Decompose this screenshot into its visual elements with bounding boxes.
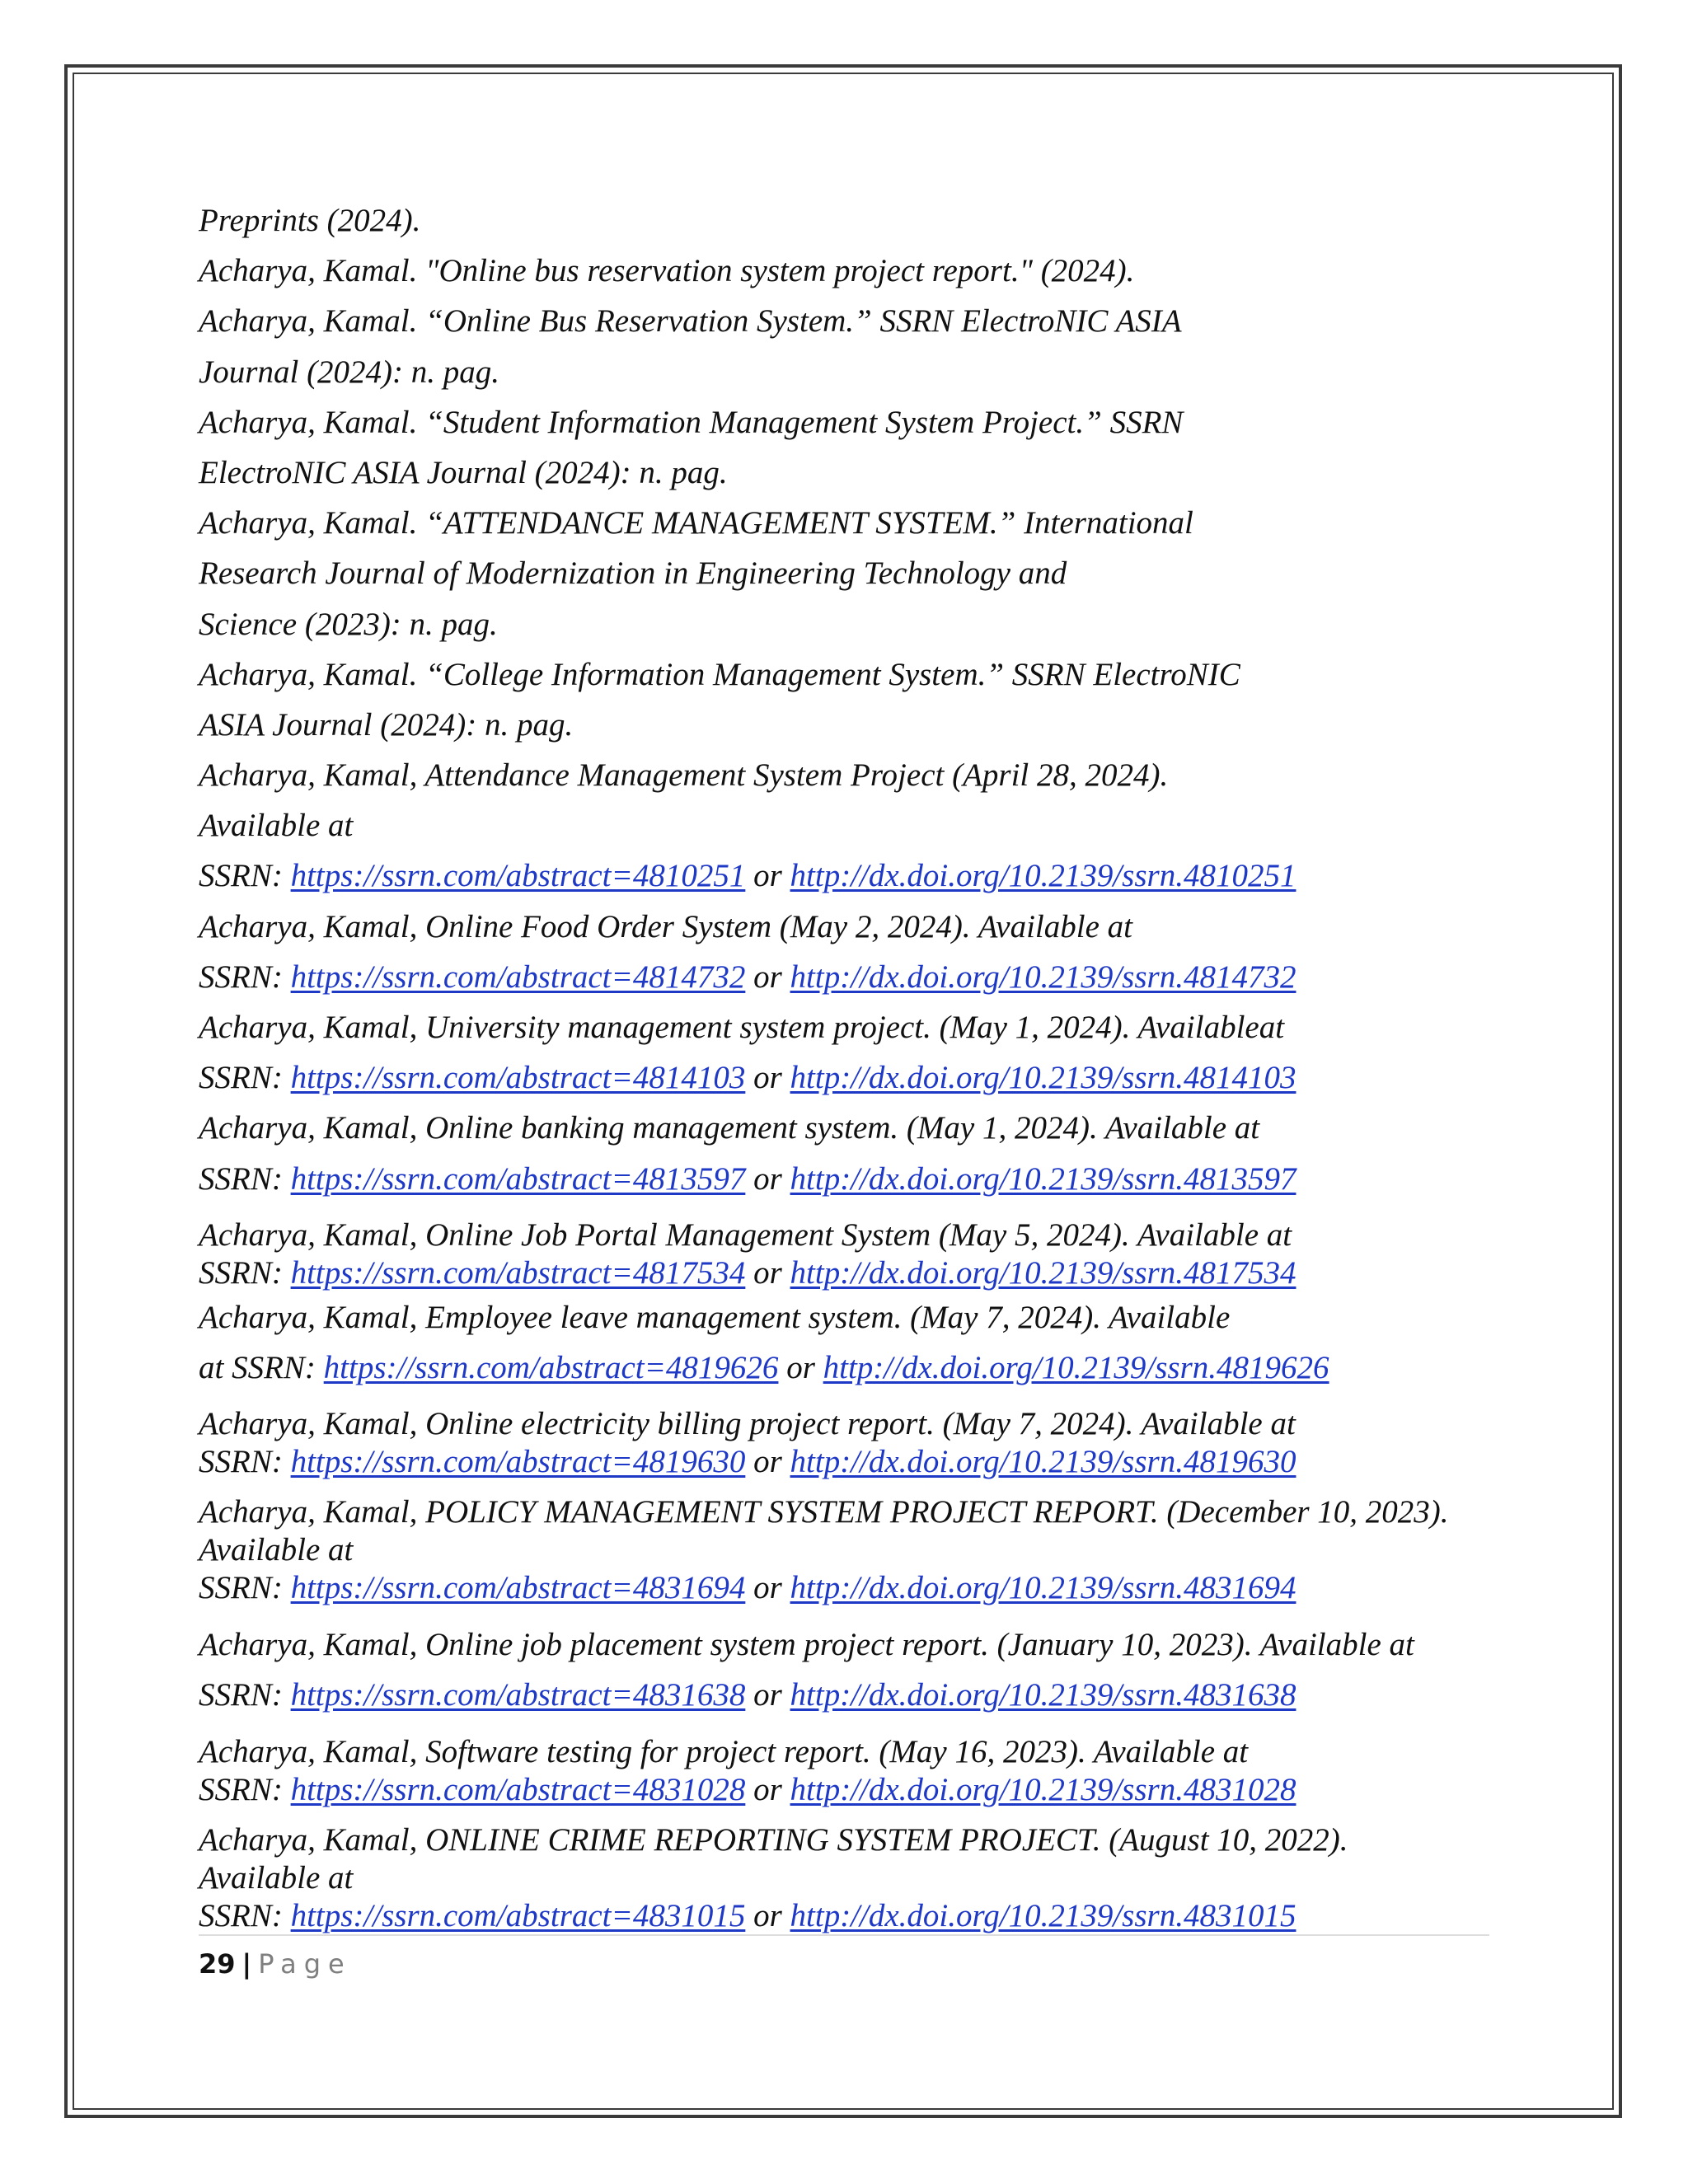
ssrn-prefix: SSRN: — [199, 1060, 283, 1096]
ssrn-line — [199, 952, 1517, 1002]
or-label: or — [753, 1677, 782, 1713]
ssrn-line — [199, 1897, 1517, 1935]
reference-line: Acharya, Kamal. “Student Information Management System Project.” SSRN — [199, 404, 1184, 440]
ssrn-link[interactable]: https://ssrn.com/abstract=4831028 — [290, 1771, 746, 1807]
reference-line: Acharya, Kamal, Online job placement system project report. (January 10, 2023). Available at — [199, 1627, 1414, 1663]
ssrn-line — [199, 1343, 1517, 1393]
reference-line: Acharya, Kamal, Employee leave management system. (May 7, 2024). Available — [199, 1299, 1231, 1335]
reference-line: Acharya, Kamal, ONLINE CRIME REPORTING SYSTEM PROJECT. (August 10, 2022). — [199, 1821, 1348, 1858]
reference-line: Science (2023): n. pag. — [199, 606, 498, 642]
doi-link[interactable]: http://dx.doi.org/10.2139/ssrn.4819626 — [823, 1349, 1329, 1385]
reference-line: Acharya, Kamal. “ATTENDANCE MANAGEMENT SYSTEM.” International — [199, 505, 1193, 541]
reference-line: Acharya, Kamal, Online electricity billing project report. (May 7, 2024). Available at — [199, 1406, 1296, 1442]
reference-line: Acharya, Kamal. "Online bus reservation system project report." (2024). — [199, 253, 1135, 289]
ssrn-line — [199, 1254, 1517, 1292]
ssrn-line — [199, 1569, 1517, 1607]
reference-line: Acharya, Kamal, Online Food Order System (May 2, 2024). Available at — [199, 908, 1132, 944]
reference-line: Acharya, Kamal, University management system project. (May 1, 2024). Availableat — [199, 1010, 1285, 1045]
ssrn-link[interactable]: https://ssrn.com/abstract=4810251 — [290, 858, 746, 894]
reference-line: Acharya, Kamal, Attendance Management System Project (April 28, 2024). — [199, 757, 1169, 794]
reference-line: Acharya, Kamal, Software testing for project report. (May 16, 2023). Available at — [199, 1733, 1249, 1769]
ssrn-prefix: SSRN: — [199, 958, 283, 995]
or-label: or — [753, 1160, 782, 1197]
ssrn-prefix: SSRN: — [199, 1444, 283, 1480]
ssrn-prefix: SSRN: — [199, 1160, 283, 1197]
ssrn-prefix: SSRN: — [199, 1254, 283, 1291]
page-label: Page — [258, 1948, 352, 1980]
or-label: or — [753, 1254, 782, 1291]
or-label: or — [753, 1060, 782, 1096]
doi-link[interactable]: http://dx.doi.org/10.2139/ssrn.4831694 — [790, 1570, 1296, 1606]
doi-link[interactable]: http://dx.doi.org/10.2139/ssrn.4814732 — [790, 958, 1296, 995]
ssrn-prefix: SSRN: — [199, 858, 283, 894]
ssrn-prefix: SSRN: — [199, 1897, 283, 1933]
page-footer — [199, 1943, 352, 1985]
or-label: or — [753, 1444, 782, 1480]
ssrn-line — [199, 1154, 1517, 1204]
ssrn-link[interactable]: https://ssrn.com/abstract=4831638 — [290, 1677, 746, 1713]
ssrn-link[interactable]: https://ssrn.com/abstract=4831015 — [290, 1897, 746, 1933]
reference-line: Acharya, Kamal, Online Job Portal Management System (May 5, 2024). Available at — [199, 1216, 1292, 1253]
or-label: or — [753, 1570, 782, 1606]
ssrn-prefix: at SSRN: — [199, 1349, 316, 1385]
ssrn-link[interactable]: https://ssrn.com/abstract=4831694 — [290, 1570, 746, 1606]
ssrn-line — [199, 1443, 1517, 1481]
ssrn-line — [199, 851, 1517, 901]
ssrn-line — [199, 1771, 1517, 1809]
ssrn-prefix: SSRN: — [199, 1570, 283, 1606]
doi-link[interactable]: http://dx.doi.org/10.2139/ssrn.4831015 — [790, 1897, 1296, 1933]
ssrn-link[interactable]: https://ssrn.com/abstract=4813597 — [290, 1160, 746, 1197]
or-label: or — [786, 1349, 815, 1385]
reference-line: ElectroNIC ASIA Journal (2024): n. pag. — [199, 454, 728, 490]
reference-list — [199, 195, 1517, 1935]
doi-link[interactable]: http://dx.doi.org/10.2139/ssrn.4819630 — [790, 1444, 1296, 1480]
doi-link[interactable]: http://dx.doi.org/10.2139/ssrn.4831638 — [790, 1677, 1296, 1713]
reference-line: Acharya, Kamal, Online banking management system. (May 1, 2024). Available at — [199, 1110, 1260, 1146]
ssrn-link[interactable]: https://ssrn.com/abstract=4819626 — [323, 1349, 779, 1385]
reference-line: Research Journal of Modernization in Engineering Technology and — [199, 555, 1067, 592]
ssrn-prefix: SSRN: — [199, 1771, 283, 1807]
doi-link[interactable]: http://dx.doi.org/10.2139/ssrn.4813597 — [790, 1160, 1296, 1197]
reference-line: Acharya, Kamal, POLICY MANAGEMENT SYSTEM PROJECT REPORT. (December 10, 2023). — [199, 1494, 1449, 1530]
ssrn-link[interactable]: https://ssrn.com/abstract=4817534 — [290, 1254, 746, 1291]
ssrn-link[interactable]: https://ssrn.com/abstract=4814103 — [290, 1060, 746, 1096]
reference-line: ASIA Journal (2024): n. pag. — [199, 706, 574, 743]
reference-line: Available at — [199, 1532, 354, 1568]
doi-link[interactable]: http://dx.doi.org/10.2139/ssrn.4814103 — [790, 1060, 1296, 1096]
doi-link[interactable]: http://dx.doi.org/10.2139/ssrn.4817534 — [790, 1254, 1296, 1291]
reference-line: Acharya, Kamal. “College Information Management System.” SSRN ElectroNIC — [199, 656, 1240, 692]
reference-line: Acharya, Kamal. “Online Bus Reservation System.” SSRN ElectroNIC ASIA — [199, 303, 1182, 340]
reference-line: Journal (2024): n. pag. — [199, 354, 500, 390]
doi-link[interactable]: http://dx.doi.org/10.2139/ssrn.4831028 — [790, 1771, 1296, 1807]
ssrn-line — [199, 1052, 1517, 1103]
page-number: 29 — [199, 1948, 236, 1980]
reference-line: Preprints (2024). — [199, 203, 421, 238]
ssrn-link[interactable]: https://ssrn.com/abstract=4814732 — [290, 958, 746, 995]
doi-link[interactable]: http://dx.doi.org/10.2139/ssrn.4810251 — [790, 858, 1296, 894]
or-label: or — [753, 958, 782, 995]
reference-line: Available at — [199, 808, 354, 844]
ssrn-prefix: SSRN: — [199, 1677, 283, 1713]
footer-separator: | — [241, 1948, 252, 1980]
ssrn-line — [199, 1670, 1517, 1720]
reference-line: Available at — [199, 1859, 354, 1896]
footer-divider — [199, 1934, 1489, 1936]
or-label: or — [753, 1897, 782, 1933]
or-label: or — [753, 858, 782, 894]
ssrn-link[interactable]: https://ssrn.com/abstract=4819630 — [290, 1444, 746, 1480]
or-label: or — [753, 1771, 782, 1807]
